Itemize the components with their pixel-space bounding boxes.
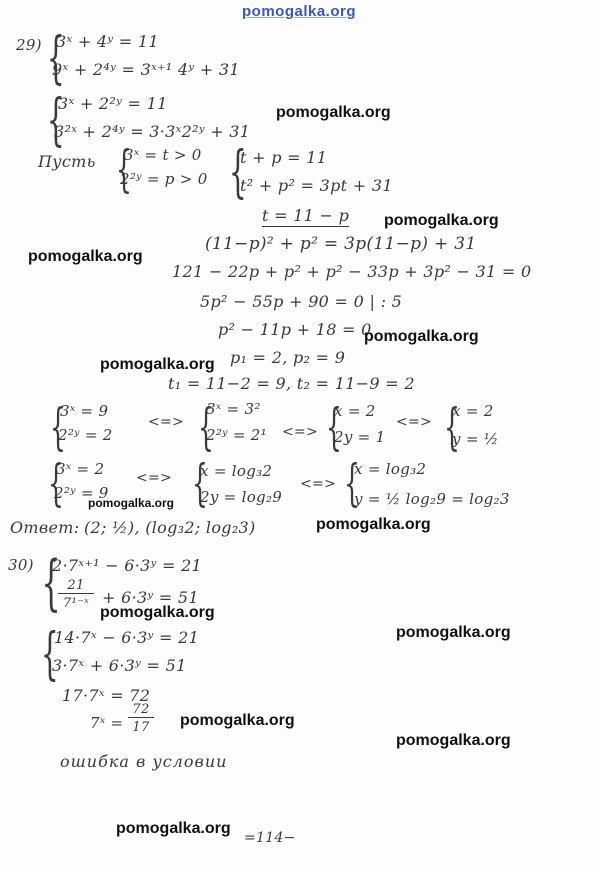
equation: 3ˣ = 9 — [60, 402, 109, 420]
answer-label: Ответ: — [10, 518, 80, 537]
equation: x = log₃2 — [354, 460, 427, 478]
equation: 2²ʸ = 9 — [54, 484, 109, 502]
equivalence-sign: <=> — [136, 470, 173, 486]
substitution: 2²ʸ = p > 0 — [120, 170, 208, 188]
system-brace: { — [41, 548, 61, 618]
watermark: pomogalka.org — [100, 604, 215, 621]
watermark: pomogalka.org — [396, 732, 511, 749]
equivalence-sign: <=> — [396, 414, 433, 430]
equation: 9ˣ + 2⁴ʸ = 3ˣ⁺¹ 4ʸ + 31 — [52, 60, 240, 79]
system-brace: { — [325, 398, 342, 456]
derivation-line: 121 − 22p + p² + p² − 33p + 3p² − 31 = 0 — [172, 262, 532, 281]
equation: y = ½ — [452, 430, 499, 448]
problem-29-number: 29) — [16, 36, 42, 54]
equivalence-sign: <=> — [282, 424, 319, 440]
fraction-denominator: 17 — [132, 720, 150, 735]
equivalence-sign: <=> — [300, 476, 337, 492]
watermark: pomogalka.org — [100, 356, 215, 373]
watermark: pomogalka.org — [364, 328, 479, 345]
equation: 3ˣ = 3² — [206, 400, 261, 418]
system-brace: { — [46, 88, 65, 153]
derivation-line: (11−p)² + p² = 3p(11−p) + 31 — [205, 234, 477, 254]
system-brace: { — [46, 26, 65, 91]
watermark: pomogalka.org — [384, 212, 499, 229]
system-brace: { — [343, 454, 360, 512]
equation: 17·7ˣ = 72 — [62, 686, 151, 705]
equation: + 6·3ʸ = 51 — [102, 588, 199, 607]
watermark: pomogalka.org — [316, 516, 431, 533]
answer-value: (2; ½), (log₃2; log₂3) — [84, 518, 256, 537]
fraction-numerator: 21 — [58, 578, 94, 594]
derivation-line: 5p² − 55p + 90 = 0 | : 5 — [200, 292, 403, 311]
page-number: =114− — [244, 830, 296, 846]
problem-note: ошибка в условии — [60, 752, 228, 771]
equivalence-sign: <=> — [148, 414, 185, 430]
roots-p: p₁ = 2, p₂ = 9 — [230, 348, 346, 367]
system-brace: { — [40, 622, 59, 687]
system-brace: { — [49, 398, 66, 456]
equation: x = 2 — [334, 402, 376, 420]
equation: x = log₃2 — [200, 462, 273, 480]
watermark: pomogalka.org — [88, 496, 175, 510]
equation: 3ˣ = 2 — [56, 460, 105, 478]
equation: t + p = 11 — [240, 148, 328, 167]
equation: 3ˣ + 2²ʸ = 11 — [58, 94, 168, 113]
equation: 2y = 1 — [334, 428, 386, 446]
substitution: 3ˣ = t > 0 — [124, 146, 202, 164]
equation: 2²ʸ = 2 — [58, 426, 113, 444]
system-brace: { — [115, 140, 132, 198]
watermark: pomogalka.org — [116, 820, 231, 837]
roots-t: t₁ = 11−2 = 9, t₂ = 11−9 = 2 — [168, 374, 415, 393]
equation: 3·7ˣ + 6·3ʸ = 51 — [52, 656, 187, 675]
equation: 7ˣ = — [90, 714, 124, 732]
equation: 3²ˣ + 2⁴ʸ = 3·3ˣ2²ʸ + 31 — [54, 122, 251, 141]
derivation-line: p² − 11p + 18 = 0 — [218, 320, 372, 339]
watermark: pomogalka.org — [276, 104, 391, 121]
watermark: pomogalka.org — [180, 712, 295, 729]
equation: y = ½ log₂9 = log₂3 — [354, 490, 510, 508]
system-brace: { — [191, 454, 208, 512]
equation: 2²ʸ = 2¹ — [206, 426, 267, 444]
system-brace: { — [47, 454, 64, 512]
equation: 3ˣ + 4ʸ = 11 — [56, 32, 159, 51]
system-brace: { — [197, 398, 214, 456]
equation: x = 2 — [452, 402, 494, 420]
t-expression: t = 11 − p — [262, 206, 350, 225]
system-brace: { — [443, 398, 460, 456]
site-header-link[interactable]: pomogalka.org — [242, 3, 357, 20]
fraction-numerator: 72 — [128, 702, 154, 718]
equation: 2·7ˣ⁺¹ − 6·3ʸ = 21 — [52, 556, 203, 575]
equation: 2y = log₂9 — [200, 488, 283, 506]
equation: 14·7ˣ − 6·3ʸ = 21 — [54, 628, 200, 647]
let-word: Пусть — [38, 152, 96, 171]
problem-30-number: 30) — [8, 556, 34, 574]
fraction-denominator: 7¹⁻ˣ — [62, 596, 90, 611]
watermark: pomogalka.org — [28, 248, 143, 265]
system-brace: { — [228, 140, 247, 205]
equation: t² + p² = 3pt + 31 — [240, 176, 393, 195]
watermark: pomogalka.org — [396, 624, 511, 641]
